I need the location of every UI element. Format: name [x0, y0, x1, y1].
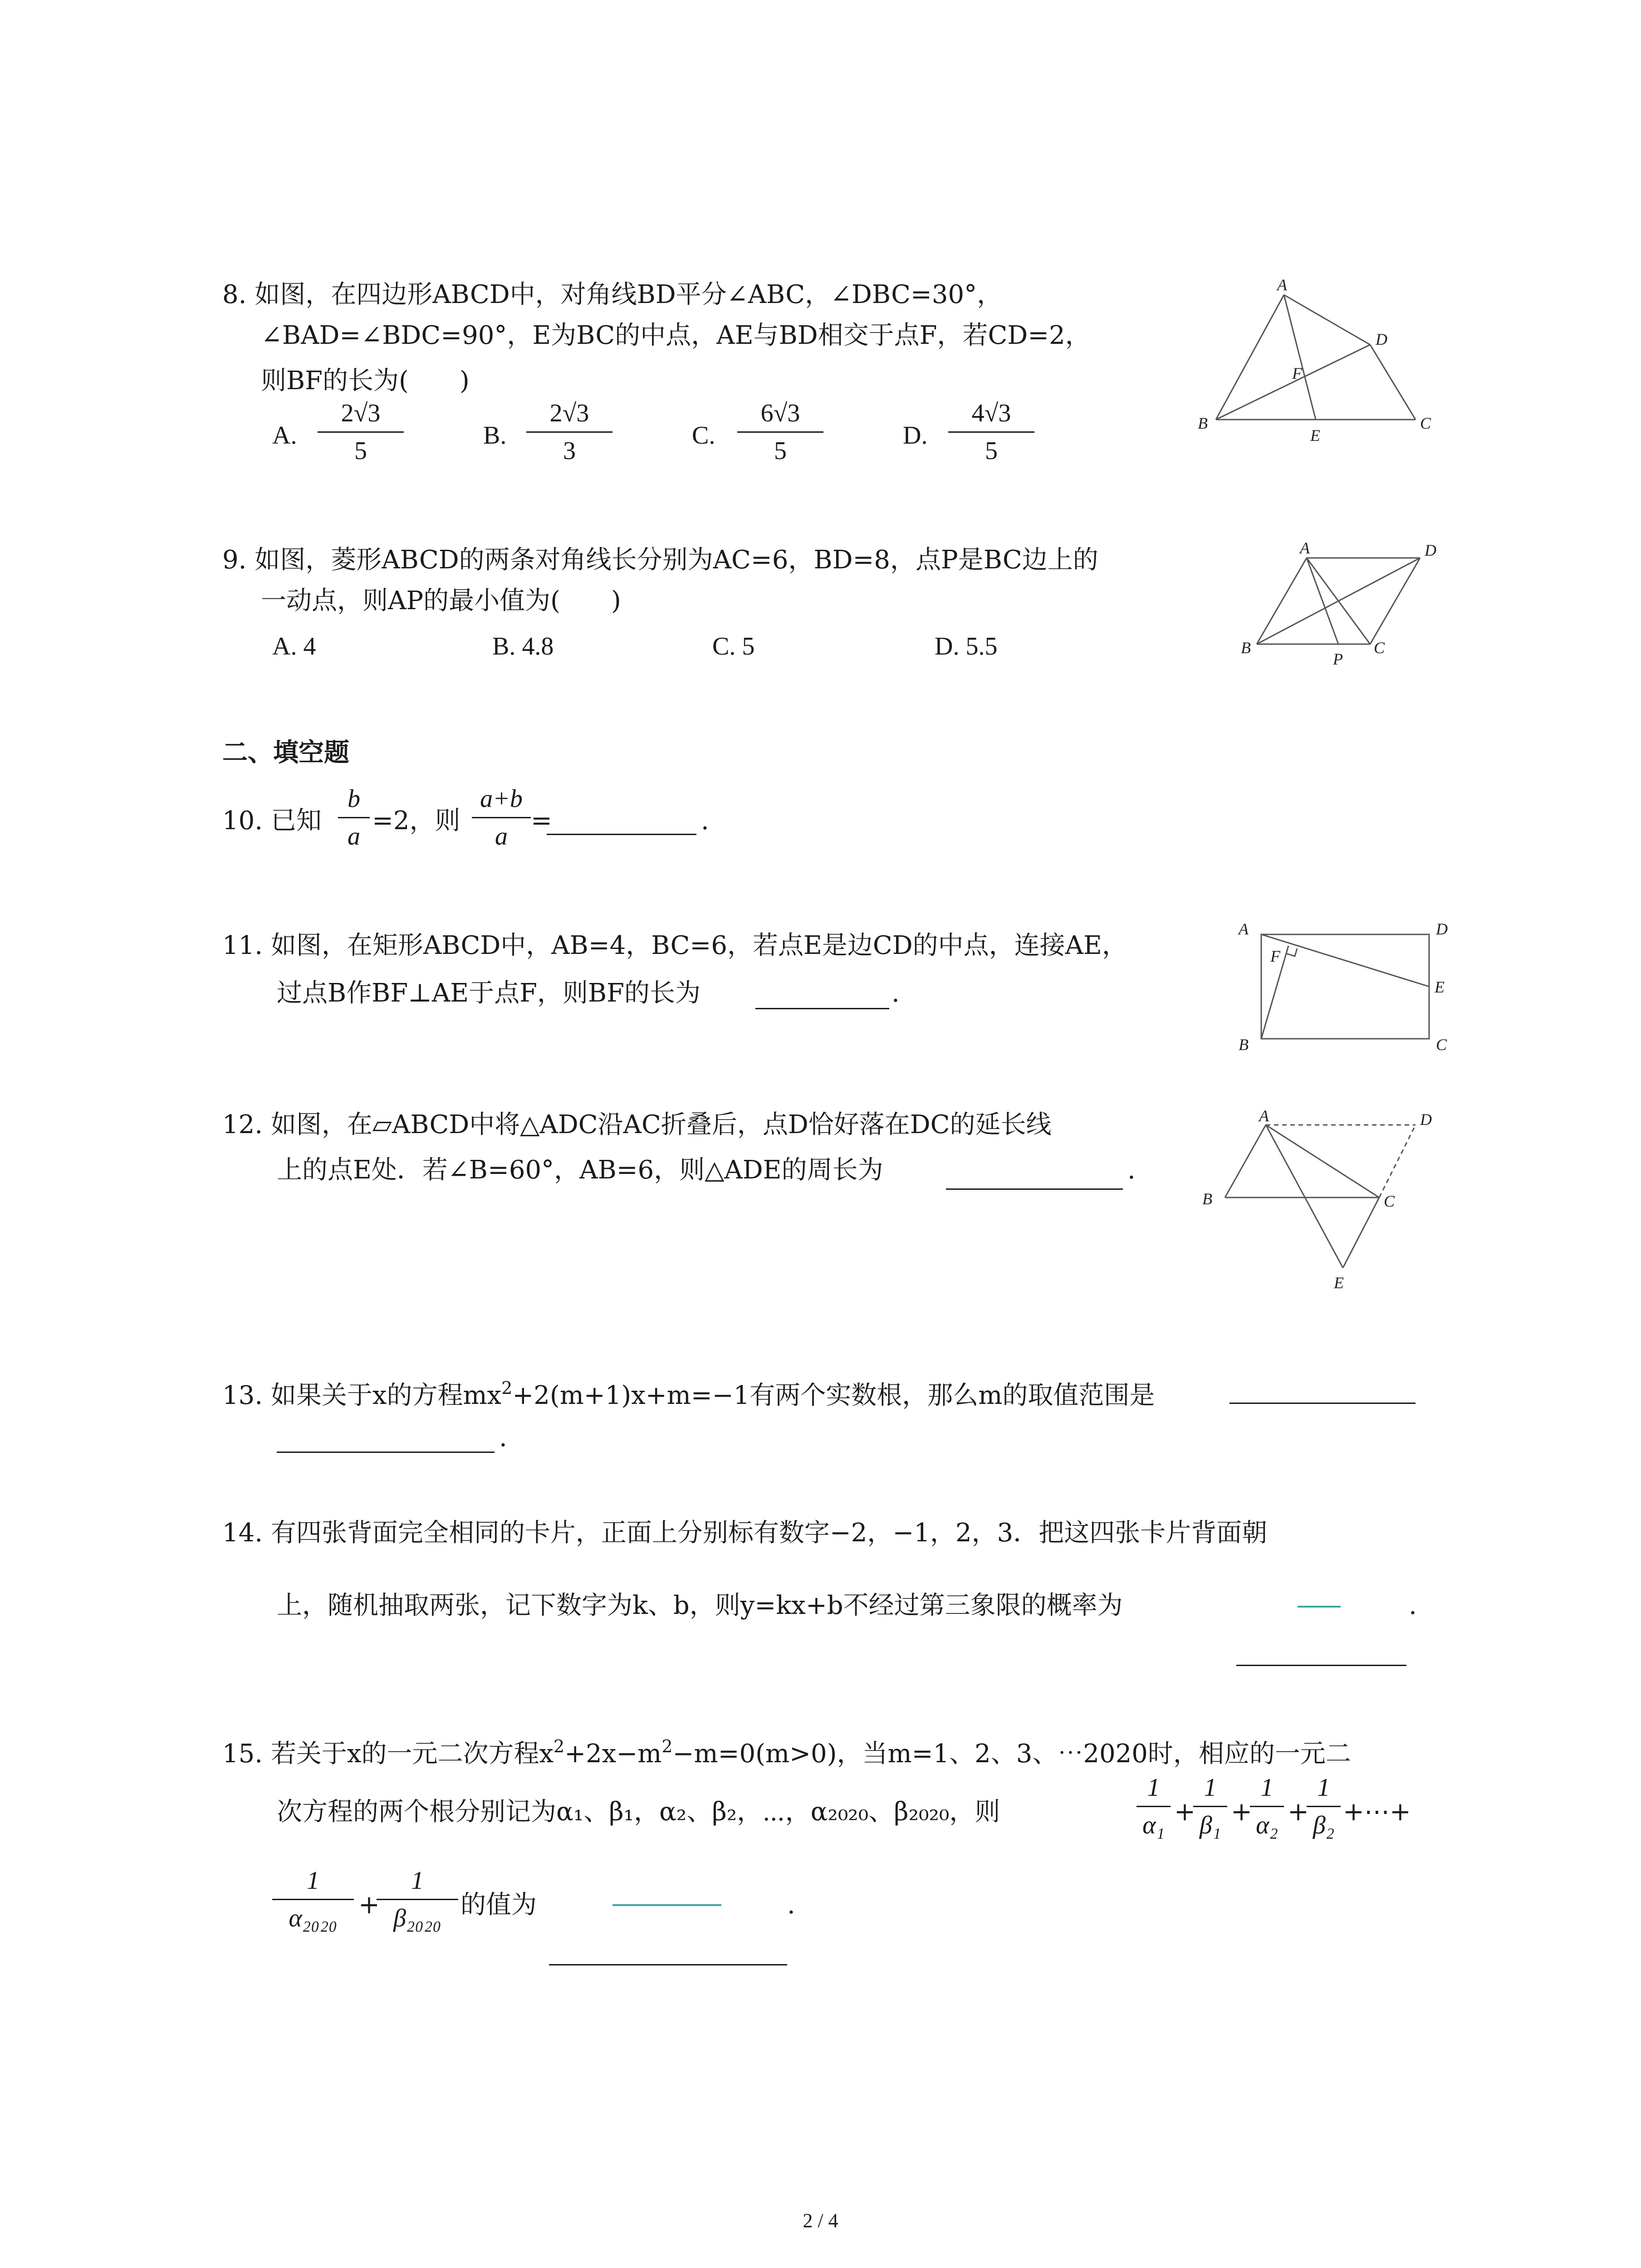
q8-line2: ∠BAD=∠BDC=90°，E为BC的中点，AE与BD相交于点F，若CD=2， [261, 321, 1091, 350]
q11-label-a: A [1239, 920, 1249, 938]
q10-answer-blank[interactable] [547, 834, 696, 835]
q13-answer-blank-line2[interactable] [277, 1452, 495, 1453]
page-number: 2 / 4 [803, 2209, 838, 2232]
q10-equals: = [531, 806, 552, 836]
q14-answer-mark [1298, 1606, 1341, 1608]
q15-tail: +⋯+ [1343, 1797, 1411, 1827]
q8-option-a-label: A. [272, 421, 297, 450]
q15-plus-1: + [1174, 1797, 1195, 1827]
q12-label-d: D [1420, 1110, 1432, 1129]
q15-fraction-1-over-alpha1: 1 α₁ [1136, 1771, 1171, 1842]
q9-option-c: C. 5 [712, 632, 755, 660]
q8-option-c-value: 6√3 5 [737, 397, 823, 467]
q12-label-e: E [1334, 1274, 1344, 1292]
q9-option-a: A. 4 [272, 632, 316, 660]
q14-answer-blank[interactable] [1236, 1665, 1406, 1666]
q12-end: . [1127, 1155, 1136, 1185]
q12-figure [1198, 1107, 1452, 1297]
q11-label-e: E [1435, 978, 1445, 996]
q15-value-of: 的值为 [460, 1890, 537, 1920]
q8-option-d-value: 4√3 5 [948, 397, 1034, 467]
q15-fraction-1-over-beta1: 1 β₁ [1193, 1771, 1227, 1842]
q9-label-b: B [1241, 639, 1251, 657]
q9-label-c: C [1374, 639, 1385, 657]
q10-end: . [701, 806, 709, 836]
q9-label-d: D [1425, 542, 1436, 559]
q8-line1: 8. 如图，在四边形ABCD中，对角线BD平分∠ABC，∠DBC=30°， [222, 280, 1003, 309]
q11-answer-blank[interactable] [755, 1008, 889, 1009]
q8-option-d-label: D. [903, 421, 928, 450]
q15-plus-4: + [358, 1890, 380, 1920]
q10-mid: =2，则 [372, 806, 460, 836]
q15-plus-3: + [1288, 1797, 1309, 1827]
q13-line1: 13. 如果关于x的方程$mx^2+2(m+1)x+m=-1$有两个实数根，那么m的取值范围是 [222, 1378, 1155, 1410]
q11-figure [1225, 912, 1461, 1061]
q15-answer-mark [612, 1904, 721, 1906]
q12-line1: 12. 如图，在▱ABCD中将△ADC沿AC折叠后，点D恰好落在DC的延长线 [222, 1110, 1052, 1139]
q11-end: . [892, 978, 900, 1008]
q8-label-d: D [1376, 330, 1387, 348]
q12-answer-blank[interactable] [946, 1188, 1123, 1190]
q9-line2: 一动点，则AP的最小值为( ) [261, 586, 621, 616]
q10-fraction-a-plus-b-over-a: a+b a [472, 782, 531, 853]
q8-option-a-value: 2√3 5 [318, 397, 404, 467]
q8-label-c: C [1420, 414, 1431, 432]
q8-line3: 则BF的长为( ) [261, 366, 470, 396]
q11-line2: 过点B作BF⊥AE于点F，则BF的长为 [277, 978, 701, 1008]
q14-line2: 上，随机抽取两张，记下数字为k、b，则y=kx+b不经过第三象限的概率为 [277, 1591, 1123, 1620]
q11-label-f: F [1270, 947, 1280, 965]
q15-fraction-1-over-alpha2020: 1 α₂₀₂₀ [272, 1864, 354, 1935]
q13-end: . [499, 1423, 507, 1452]
q11-label-d: D [1436, 920, 1448, 938]
q12-line2: 上的点E处．若∠B=60°，AB=6，则△ADE的周长为 [277, 1155, 883, 1185]
q8-option-c-label: C. [692, 421, 715, 450]
q8-option-b-value: 2√3 3 [526, 397, 612, 467]
q8-label-f: F [1292, 364, 1302, 382]
q8-label-e: E [1310, 426, 1320, 445]
q12-label-c: C [1384, 1192, 1395, 1210]
q14-end: . [1409, 1591, 1417, 1620]
q14-line1: 14. 有四张背面完全相同的卡片，正面上分别标有数字−2，−1，2，3．把这四张卡片背面朝 [222, 1518, 1268, 1548]
q13-answer-blank-line1[interactable] [1230, 1403, 1416, 1404]
q15-line2: 次方程的两个根分别记为α₁、β₁，α₂、β₂，⋯，α₂₀₂₀、β₂₀₂₀，则 [277, 1797, 1000, 1827]
q11-label-c: C [1436, 1036, 1447, 1054]
q15-answer-blank[interactable] [549, 1964, 787, 1965]
q9-label-a: A [1300, 542, 1310, 557]
q9-line1: 9. 如图，菱形ABCD的两条对角线长分别为AC=6，BD=8，点P是BC边上的 [222, 545, 1098, 575]
q8-label-b: B [1198, 414, 1208, 432]
section-fill-in-blank-heading: 二、填空题 [222, 738, 349, 767]
q15-plus-2: + [1231, 1797, 1252, 1827]
q8-figure [1189, 272, 1443, 454]
q9-option-d: D. 5.5 [935, 632, 998, 660]
q10-prefix: 10. 已知 [222, 806, 322, 836]
q15-fraction-1-over-alpha2: 1 α₂ [1250, 1771, 1284, 1842]
q15-end: . [787, 1890, 795, 1920]
q9-figure [1234, 542, 1470, 678]
q8-option-b-label: B. [483, 421, 507, 450]
q8-label-a: A [1277, 276, 1287, 294]
q15-fraction-1-over-beta2: 1 β₂ [1307, 1771, 1341, 1842]
q15-fraction-1-over-beta2020: 1 β₂₀₂₀ [377, 1864, 458, 1935]
q9-label-p: P [1333, 650, 1343, 668]
q12-label-a: A [1259, 1107, 1269, 1125]
q15-line1: 15. 若关于x的一元二次方程$x^2+2x-m^2-m=0(m>0)$，当m=1、2、3、⋯2020时，相应的一元二 [222, 1736, 1351, 1769]
q9-option-b: B. 4.8 [492, 632, 554, 660]
q11-line1: 11. 如图，在矩形ABCD中，AB=4，BC=6，若点E是边CD的中点，连接AE， [222, 931, 1127, 960]
q10-fraction-b-over-a: b a [338, 782, 370, 853]
q11-label-b: B [1239, 1036, 1249, 1054]
q12-label-b: B [1202, 1190, 1212, 1208]
